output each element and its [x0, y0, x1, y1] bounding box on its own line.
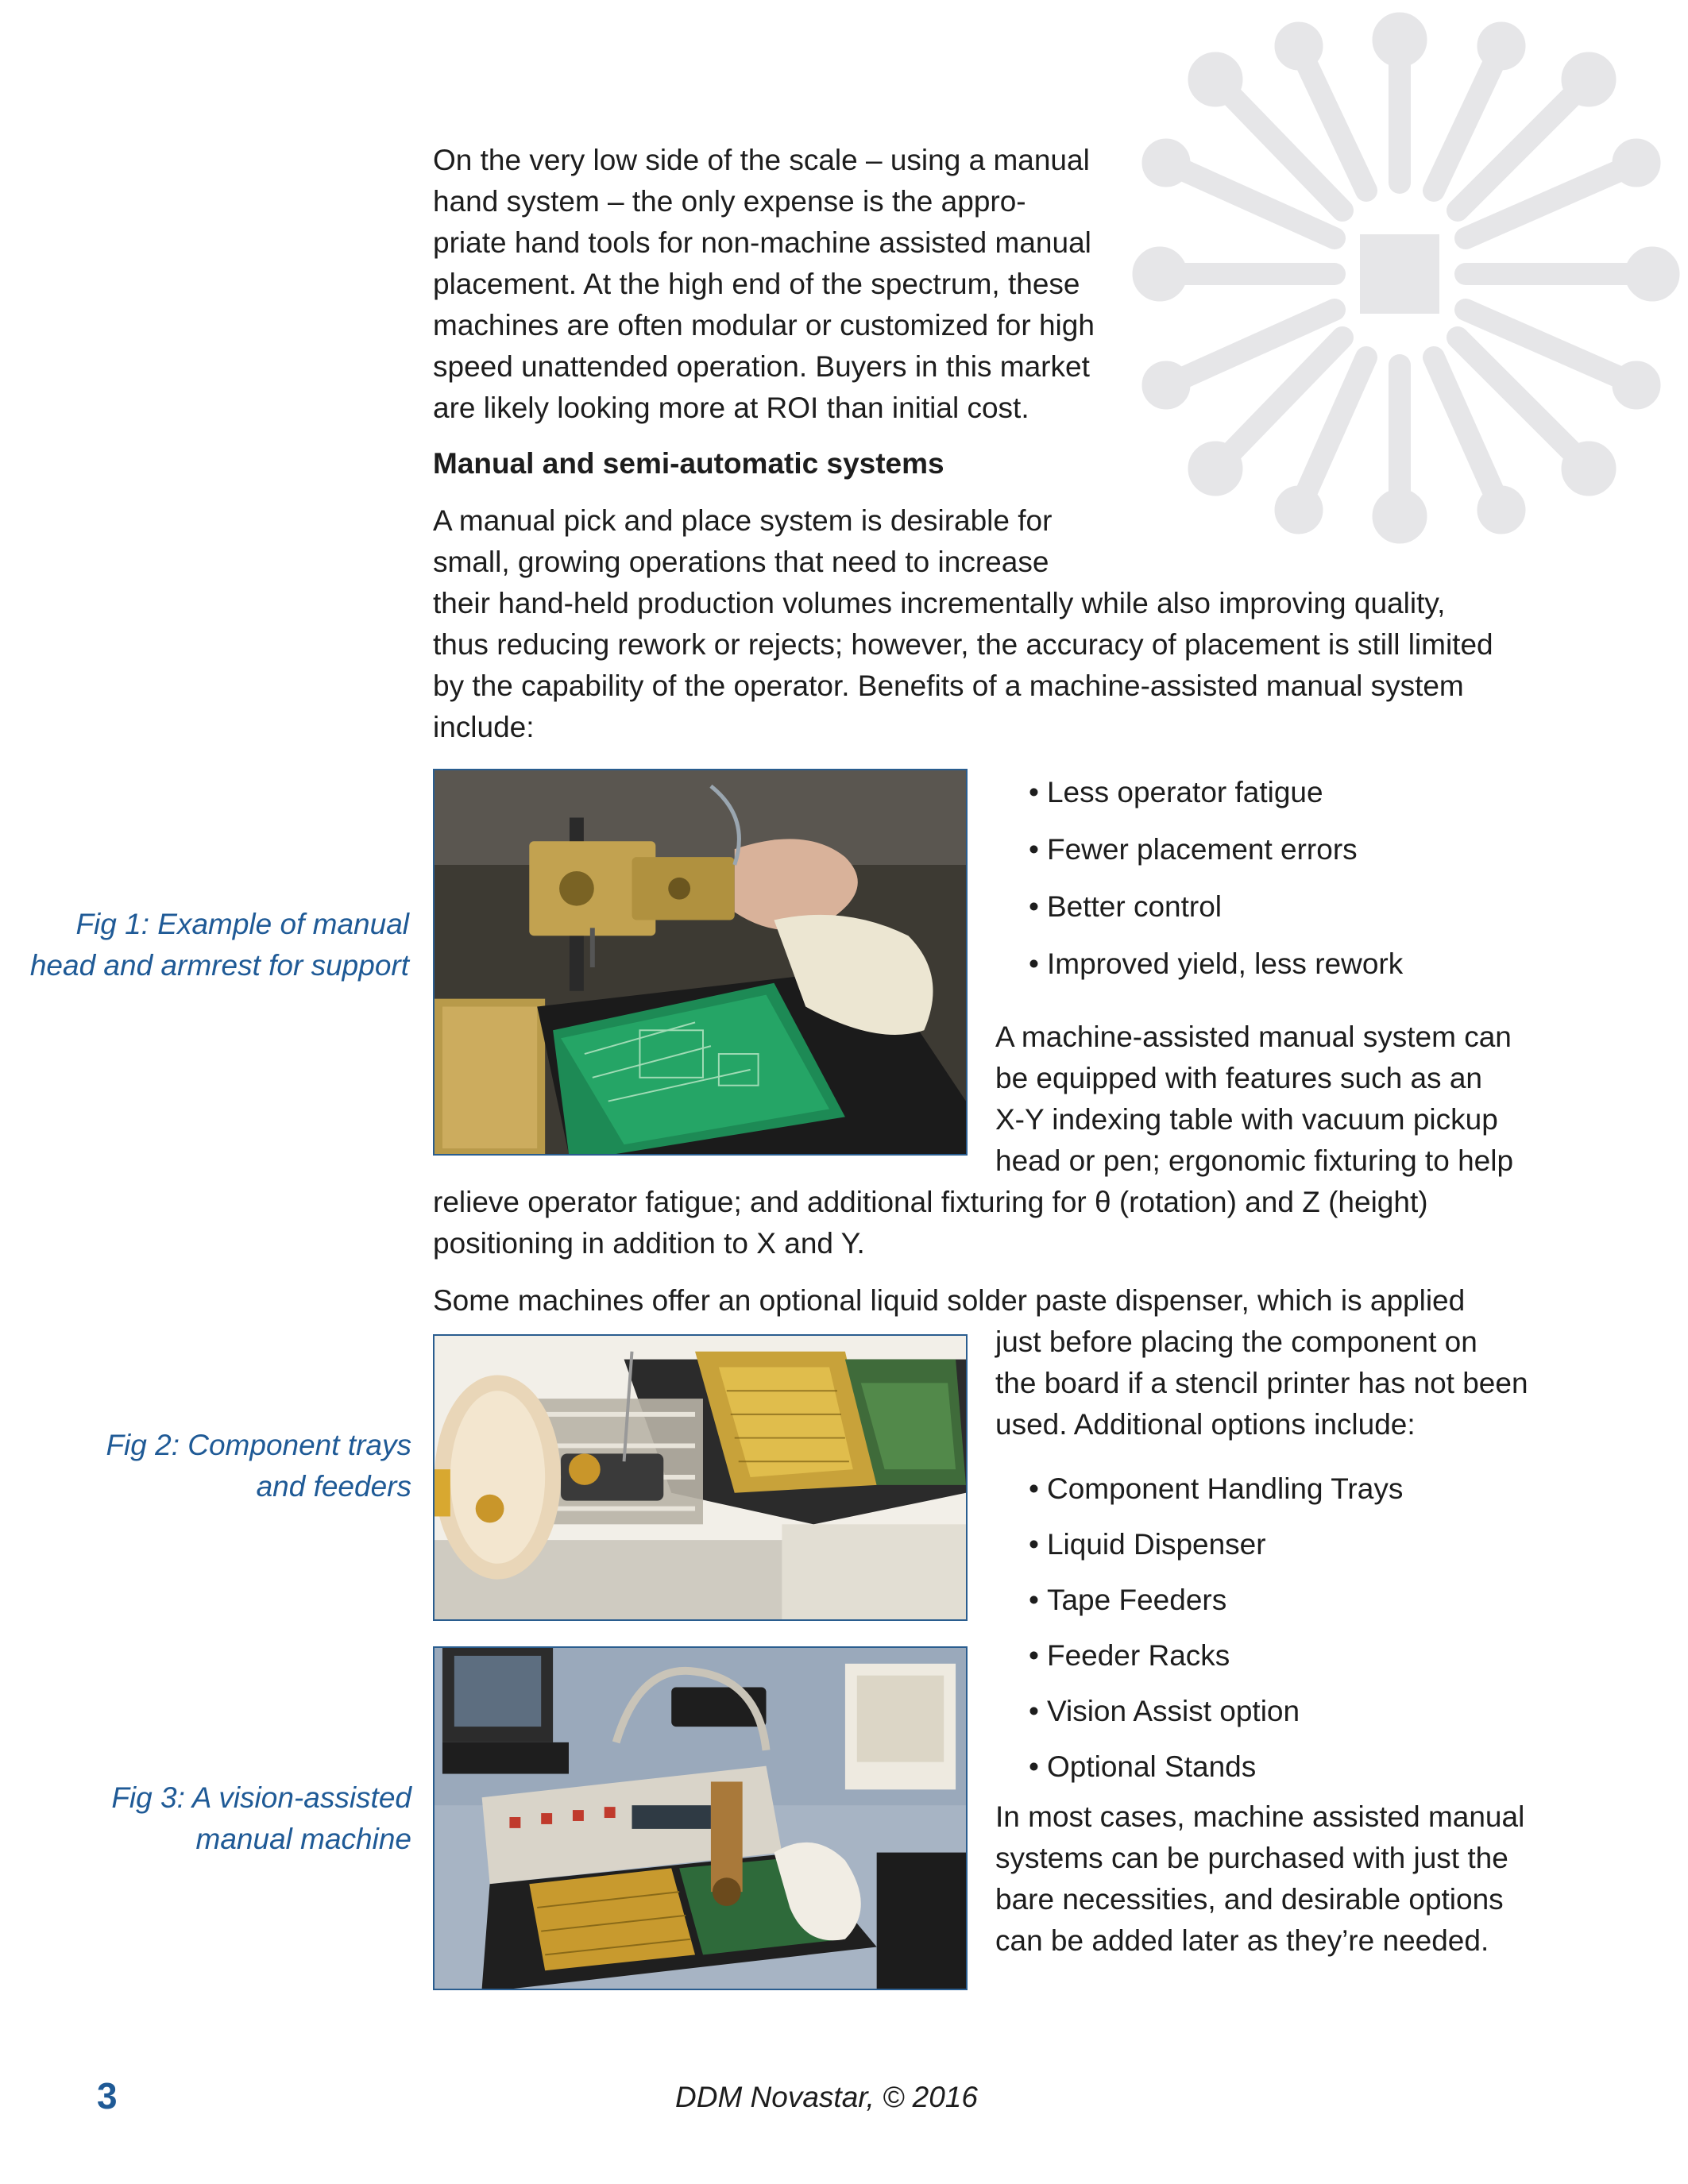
dispenser-line: the board if a stencil printer has not been — [995, 1367, 1528, 1399]
fig1-caption-line: head and armrest for support — [29, 949, 409, 982]
options-list — [1029, 1461, 1403, 1795]
intro-line: priate hand tools for non-machine assisted manual — [433, 226, 1091, 259]
features-paragraph — [995, 1017, 1631, 1182]
section-line: by the capability of the operator. Benefits of a machine-assisted manual system — [433, 669, 1464, 702]
footer-copyright: DDM Novastar, © 2016 — [675, 2081, 978, 2113]
closing-line: bare necessities, and desirable options — [995, 1883, 1504, 1916]
section-heading: Manual and semi-automatic systems — [433, 447, 944, 480]
dispenser-line: just before placing the component on — [995, 1325, 1477, 1358]
fig1-caption-line: Fig 1: Example of manual — [75, 908, 409, 940]
section-line: thus reducing rework or rejects; however, the accuracy of placement is still limited — [433, 628, 1493, 661]
closing-line: In most cases, machine assisted manual — [995, 1800, 1525, 1833]
fig3-caption-line: manual machine — [195, 1823, 411, 1855]
closing-line: can be added later as they’re needed. — [995, 1924, 1489, 1957]
section-line: A manual pick and place system is desirable for — [433, 504, 1053, 537]
intro-line: hand system – the only expense is the appro- — [433, 185, 1026, 218]
section-paragraph — [433, 500, 1561, 748]
dispenser-first-line: Some machines offer an optional liquid solder paste dispenser, which is applied — [433, 1284, 1466, 1317]
fig2-caption-line: and feeders — [256, 1470, 411, 1503]
features-line: X-Y indexing table with vacuum pickup — [995, 1103, 1498, 1136]
option-item: • Liquid Dispenser — [1029, 1517, 1403, 1572]
benefit-item: • Better control — [1029, 878, 1403, 936]
intro-line: machines are often modular or customized for high — [433, 309, 1095, 341]
features-wide-line: relieve operator fatigue; and additional fixturing for θ (rotation) and Z (height) — [433, 1186, 1428, 1218]
benefit-item: • Less operator fatigue — [1029, 764, 1403, 821]
intro-line: On the very low side of the scale – using a manual — [433, 144, 1090, 176]
closing-paragraph — [995, 1796, 1631, 1962]
dispenser-line: used. Additional options include: — [995, 1408, 1416, 1441]
fig3-image — [433, 1646, 968, 1990]
option-item: • Vision Assist option — [1029, 1684, 1403, 1739]
intro-paragraph — [433, 140, 1148, 429]
option-item: • Optional Stands — [1029, 1739, 1403, 1795]
option-item: • Component Handling Trays — [1029, 1461, 1403, 1517]
section-line: include: — [433, 711, 535, 743]
option-item: • Feeder Racks — [1029, 1628, 1403, 1684]
features-line: head or pen; ergonomic fixturing to help — [995, 1144, 1514, 1177]
intro-line: speed unattended operation. Buyers in this market — [433, 350, 1090, 383]
section-line: small, growing operations that need to increase — [433, 546, 1049, 578]
dispenser-paragraph — [995, 1322, 1631, 1445]
fig2-caption-line: Fig 2: Component trays — [106, 1429, 411, 1461]
closing-line: systems can be purchased with just the — [995, 1842, 1508, 1874]
benefit-item: • Fewer placement errors — [1029, 821, 1403, 878]
section-line: their hand-held production volumes incrementally while also improving quality, — [433, 587, 1446, 619]
features-wide-line: positioning in addition to X and Y. — [433, 1227, 865, 1260]
fig2-caption — [16, 1425, 411, 1507]
fig3-caption — [16, 1777, 411, 1860]
fig1-image — [433, 769, 968, 1156]
intro-line: are likely looking more at ROI than initial cost. — [433, 392, 1029, 424]
fig2-image — [433, 1334, 968, 1621]
option-item: • Tape Feeders — [1029, 1572, 1403, 1628]
benefits-list — [1029, 764, 1403, 993]
fig1-caption — [16, 904, 409, 986]
features-line: be equipped with features such as an — [995, 1062, 1482, 1094]
watermark-logo — [1096, 0, 1688, 572]
features-line: A machine-assisted manual system can — [995, 1021, 1512, 1053]
page-number: 3 — [97, 2075, 118, 2116]
features-paragraph-cont — [433, 1182, 1561, 1264]
benefit-item: • Improved yield, less rework — [1029, 936, 1403, 993]
fig3-caption-line: Fig 3: A vision-assisted — [111, 1781, 411, 1814]
intro-line: placement. At the high end of the spectrum, these — [433, 268, 1080, 300]
